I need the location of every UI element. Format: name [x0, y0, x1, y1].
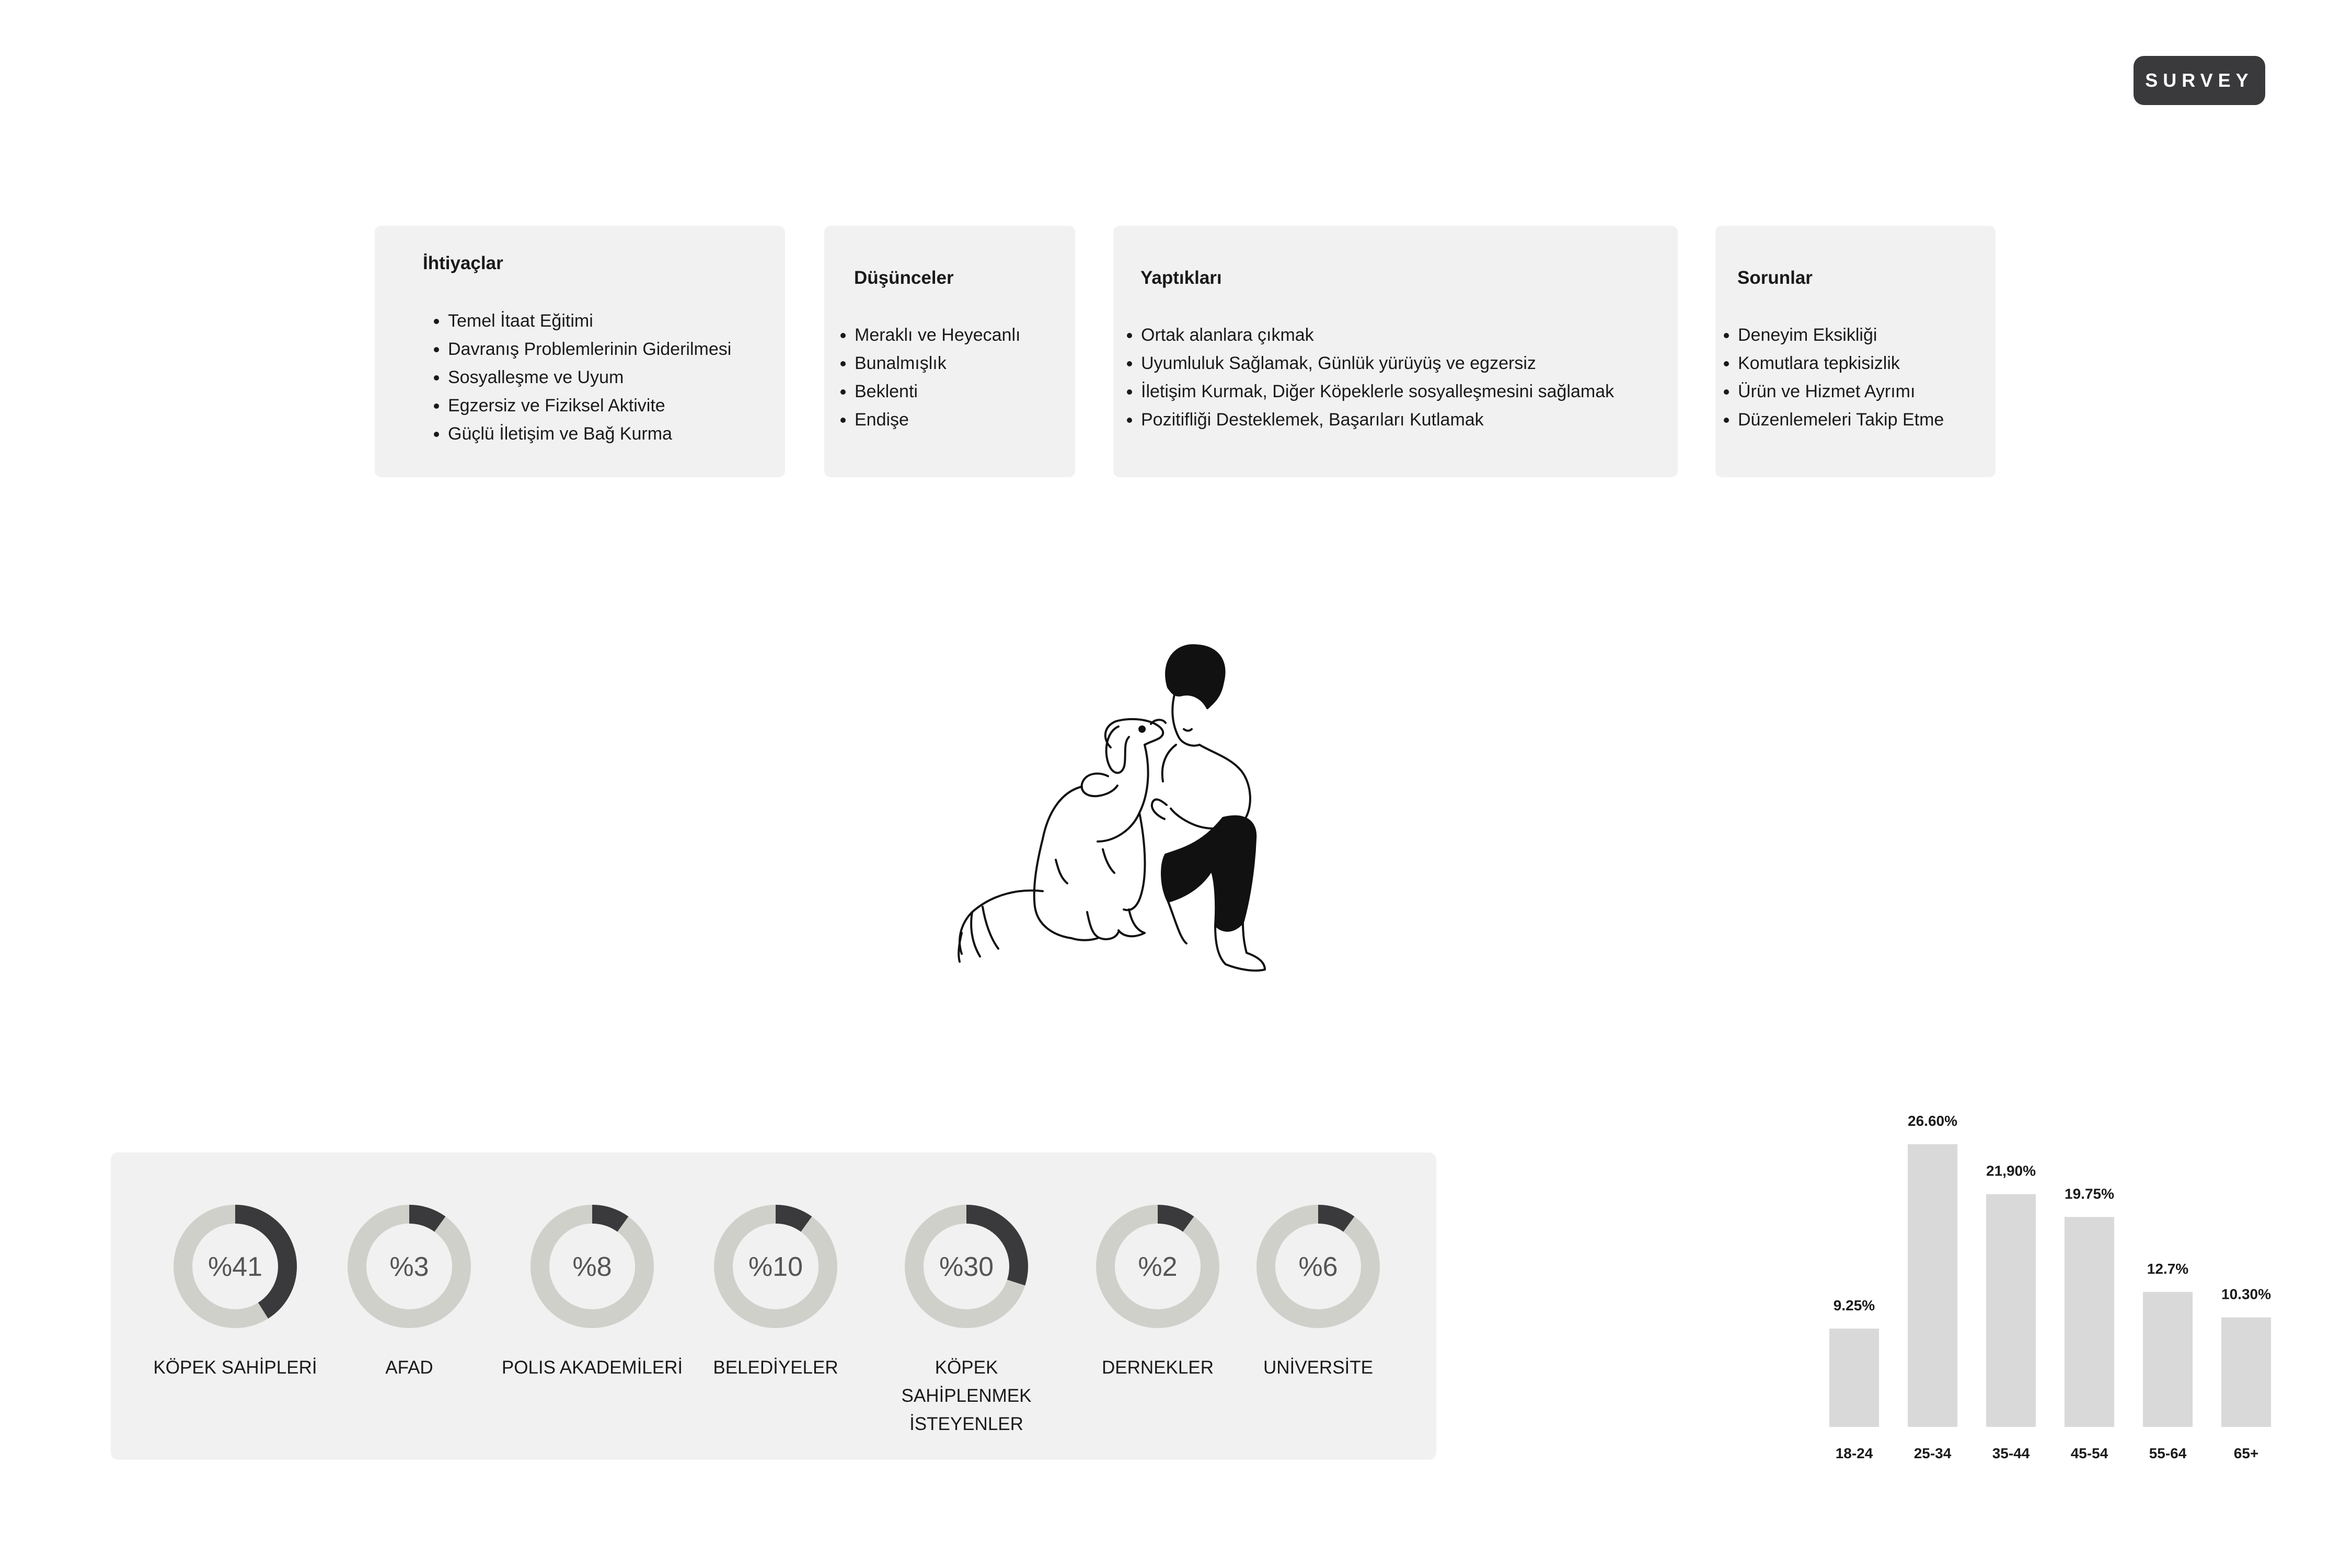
bar [2221, 1318, 2271, 1427]
donut-value-label: %3 [389, 1252, 429, 1282]
bar [2143, 1292, 2193, 1427]
list-item: • Meraklı ve Heyecanlı [855, 321, 1020, 349]
donut-category-label: POLIS AKADEMİLERİ [501, 1357, 683, 1378]
donut-category-label: AFAD [385, 1357, 433, 1378]
survey-button[interactable]: SURVEY [2134, 56, 2265, 105]
card-title: İhtiyaçlar [423, 253, 503, 273]
donut-category-label: KÖPEK SAHİPLERİ [153, 1357, 317, 1378]
card-list [422, 307, 731, 448]
card-problems [1715, 226, 1996, 477]
bar-value-label: 9.25% [1833, 1297, 1875, 1313]
card-list [828, 321, 1020, 434]
list-item: • Temel İtaat Eğitimi [448, 307, 731, 335]
list-item: • İletişim Kurmak, Diğer Köpeklerle sosyalleşmesini sağlamak [1141, 377, 1614, 406]
list-item: • Endişe [855, 406, 1020, 434]
list-item: • Davranış Problemlerinin Giderilmesi [448, 335, 731, 363]
list-item: • Ortak alanlara çıkmak [1141, 321, 1614, 349]
list-item: • Uyumluluk Sağlamak, Günlük yürüyüş ve egzersiz [1141, 349, 1614, 377]
card-title: Sorunlar [1737, 268, 1813, 288]
bar-category-label: 45-54 [2070, 1445, 2108, 1461]
bar [1908, 1144, 1957, 1427]
bar-value-label: 12.7% [2147, 1260, 2189, 1277]
age-bar-chart [1803, 1087, 2274, 1474]
donut-chart [898, 1198, 1034, 1334]
list-item: • Egzersiz ve Fiziksel Aktivite [448, 391, 731, 420]
donut-category-label: UNİVERSİTE [1263, 1357, 1374, 1378]
list-item: • Ürün ve Hizmet Ayrımı [1738, 377, 1944, 406]
bar-category-label: 35-44 [1992, 1445, 2030, 1461]
donut-chart [1090, 1198, 1226, 1334]
bar [1829, 1329, 1879, 1427]
list-item: • Beklenti [855, 377, 1020, 406]
bar-category-label: 65+ [2233, 1445, 2259, 1461]
person-with-dog-illustration [930, 640, 1307, 1017]
donut-item [671, 1152, 880, 1378]
bar-value-label: 19.75% [2065, 1185, 2114, 1202]
bar-value-label: 26.60% [1908, 1113, 1957, 1129]
donut-value-label: %2 [1138, 1252, 1178, 1282]
donut-value-label: %41 [207, 1252, 263, 1282]
bar [2065, 1217, 2114, 1427]
card-needs [375, 226, 785, 477]
bar-category-label: 25-34 [1913, 1445, 1952, 1461]
card-list [1712, 321, 1944, 434]
donut-item [488, 1152, 697, 1378]
donut-value-label: %10 [748, 1252, 803, 1282]
list-item: • Güçlü İletişim ve Bağ Kurma [448, 420, 731, 448]
donut-chart [1250, 1198, 1386, 1334]
list-item: • Bunalmışlık [855, 349, 1020, 377]
donut-value-label: %8 [572, 1252, 612, 1282]
donut-item [1214, 1152, 1423, 1378]
bar-category-label: 18-24 [1835, 1445, 1873, 1461]
donut-chart [341, 1198, 477, 1334]
bar-value-label: 10.30% [2221, 1286, 2271, 1302]
list-item: • Sosyalleşme ve Uyum [448, 363, 731, 391]
card-list [1115, 321, 1614, 434]
list-item: • Düzenlemeleri Takip Etme [1738, 406, 1944, 434]
donut-value-label: %30 [939, 1252, 994, 1282]
donut-category-label: KÖPEK SAHİPLENMEK İSTEYENLER [901, 1357, 1032, 1434]
card-title: Yaptıkları [1140, 268, 1222, 288]
donut-value-label: %6 [1298, 1252, 1338, 1282]
donut-category-label: BELEDİYELER [713, 1357, 838, 1378]
donut-category-label: DERNEKLER [1102, 1357, 1214, 1378]
donut-chart [167, 1198, 303, 1334]
list-item: • Pozitifliği Desteklemek, Başarıları Kutlamak [1141, 406, 1614, 434]
card-actions [1113, 226, 1678, 477]
bar-category-label: 55-64 [2149, 1445, 2187, 1461]
donut-chart [524, 1198, 660, 1334]
bar-value-label: 21,90% [1986, 1162, 2036, 1179]
card-thoughts [824, 226, 1075, 477]
donut-chart [708, 1198, 844, 1334]
list-item: • Deneyim Eksikliği [1738, 321, 1944, 349]
list-item: • Komutlara tepkisizlik [1738, 349, 1944, 377]
bar [1986, 1194, 2036, 1427]
donut-chart-panel [111, 1152, 1436, 1460]
card-title: Düşünceler [854, 268, 954, 288]
donut-item [862, 1152, 1071, 1434]
donut-item [305, 1152, 514, 1378]
